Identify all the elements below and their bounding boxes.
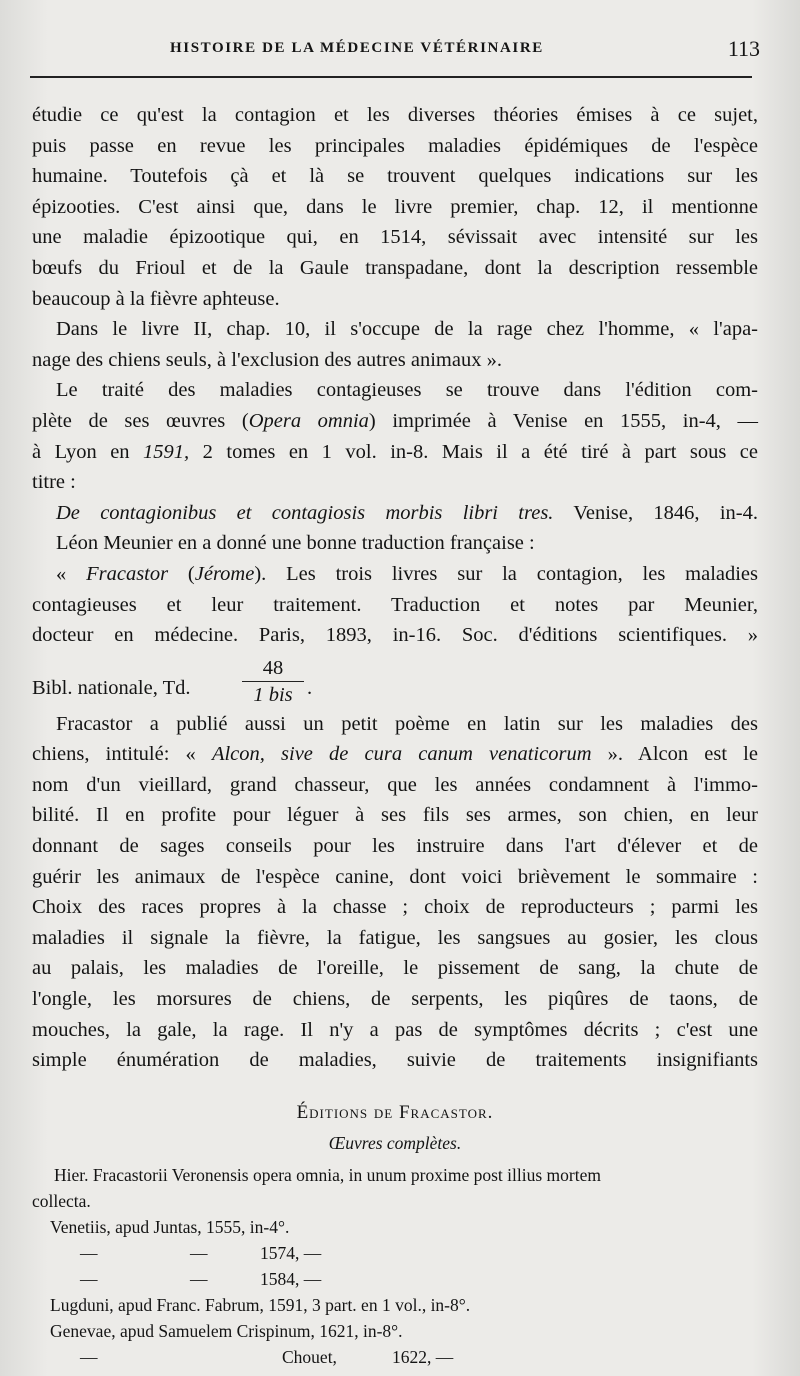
text-line: « Fracastor (Jérome). Les trois livres sur la contagion, les maladies xyxy=(56,562,759,585)
paragraph-5 xyxy=(32,709,758,1076)
text-line: nom d'un vieillard, grand chasseur, que les années condamnent à l'immo- xyxy=(32,773,758,796)
section-title: Éditions de Fracastor. xyxy=(296,1102,494,1123)
text-line: au palais, les maladies de l'oreille, le pissement de sang, la chute de xyxy=(32,957,758,980)
bibl-label: Bibl. nationale, Td. xyxy=(32,676,191,699)
text-line: puis passe en revue les principales maladies épidémiques de l'espèce xyxy=(32,134,758,157)
text-line: Le traité des maladies contagieuses se trouve dans l'édition com- xyxy=(56,379,758,402)
text-line: Fracastor a publié aussi un petit poème en latin sur les maladies des xyxy=(56,712,758,735)
text-line: mouches, la gale, la rage. Il n'y a pas de symptômes décrits ; c'est une xyxy=(32,1018,758,1041)
edition-entry: — Chouet, 1622, — xyxy=(80,1347,454,1367)
text-line: bœufs du Frioul et de la Gaule transpadane, dont la description ressemble xyxy=(32,256,758,279)
text-line: étudie ce qu'est la contagion et les diverses théories émises à ce sujet, xyxy=(32,104,758,126)
paragraph-4 xyxy=(32,528,758,559)
text-line: guérir les animaux de l'espèce canine, dont voici brièvement le sommaire : xyxy=(32,865,758,888)
text-line: chiens, intitulé: « Alcon, sive de cura canum venaticorum ». Alcon est le xyxy=(32,743,758,766)
book-title-line xyxy=(32,498,758,529)
editions-section xyxy=(32,1100,758,1370)
latin-title: De contagionibus et contagiosis morbis libri tres. xyxy=(56,501,554,524)
edition-entry: — — 1584, — xyxy=(80,1269,322,1289)
text-line: docteur en médecine. Paris, 1893, in-16. Soc. d'éditions scientifiques. » xyxy=(32,624,758,647)
edition-entry: Genevae, apud Samuelem Crispinum, 1621, in-8°. xyxy=(50,1321,403,1341)
opera-omnia-italic: Opera omnia xyxy=(248,409,369,432)
text-line: une maladie épizootique qui, en 1514, sévissait avec intensité sur les xyxy=(32,226,758,249)
text-line: De contagionibus et contagiosis morbis libri tres. Venise, 1846, in-4. xyxy=(56,501,758,524)
text-line: épizooties. C'est ainsi que, dans le livre premier, chap. 12, il mentionne xyxy=(32,195,758,218)
bibliotheque-reference: Bibl. nationale, Td. 48 1 bis . xyxy=(32,656,313,706)
text-line: bilité. Il en profite pour léguer à ses fils ses armes, son chien, en leur xyxy=(32,804,758,827)
alcon-title: Alcon, sive de cura canum venaticorum xyxy=(211,743,592,766)
section-subtitle: Œuvres complètes. xyxy=(328,1133,462,1153)
running-title: HISTOIRE DE LA MÉDECINE VÉTÉRINAIRE xyxy=(170,40,544,56)
paragraph-2 xyxy=(32,314,758,375)
text-line: simple énumération de maladies, suivie de traitements insignifiants xyxy=(32,1049,758,1072)
fraction-numerator: 48 xyxy=(242,655,304,682)
text-line: Choix des races propres à la chasse ; choix de reproducteurs ; parmi les xyxy=(32,896,758,919)
text-line: titre : xyxy=(32,471,76,494)
header-rule xyxy=(30,76,752,78)
text-line: Dans le livre II, chap. 10, il s'occupe de la rage chez l'homme, « l'apa- xyxy=(56,318,758,341)
edition-entry: — — 1574, — xyxy=(80,1243,322,1263)
paragraph-1 xyxy=(32,100,758,314)
text-line: nage des chiens seuls, à l'exclusion des autres animaux ». xyxy=(32,348,502,371)
edition-entry: Lugduni, apud Franc. Fabrum, 1591, 3 part. en 1 vol., in-8°. xyxy=(50,1295,471,1315)
shelfmark-fraction xyxy=(242,655,304,708)
edition-entry: collecta. xyxy=(32,1191,91,1211)
text-line: humaine. Toutefois çà et là se trouvent quelques indications sur les xyxy=(32,165,758,188)
text-line: donnant de sages conseils pour les instruire dans l'art d'élever et de xyxy=(32,835,758,858)
text-line: Léon Meunier en a donné une bonne traduction française : xyxy=(56,532,535,555)
paragraph-3 xyxy=(32,375,758,497)
edition-entry: Venetiis, apud Juntas, 1555, in-4°. xyxy=(50,1217,290,1237)
text-line: contagieuses et leur traitement. Traduction et notes par Meunier, xyxy=(32,593,758,616)
quotation xyxy=(32,559,758,651)
edition-entry: Hier. Fracastorii Veronensis opera omnia, in unum proxime post illius mortem xyxy=(54,1165,601,1185)
year-italic: 1591, xyxy=(143,440,190,463)
text-line: beaucoup à la fièvre aphteuse. xyxy=(32,287,280,310)
text-line: à Lyon en 1591, 2 tomes en 1 vol. in-8. Mais il a été tiré à part sous ce xyxy=(32,440,759,463)
text-line: plète de ses œuvres (Opera omnia) imprimée à Venise en 1555, in-4, — xyxy=(32,409,759,432)
page-header xyxy=(30,38,760,68)
text-line: maladies il signale la fièvre, la fatigue, les sangsues au gosier, les clous xyxy=(32,926,758,949)
page-number: 113 xyxy=(727,36,760,61)
fraction-denominator: 1 bis xyxy=(253,683,293,706)
text-line: l'ongle, les morsures de chiens, de serpents, les piqûres de taons, de xyxy=(32,988,758,1011)
body-text xyxy=(32,100,758,1076)
